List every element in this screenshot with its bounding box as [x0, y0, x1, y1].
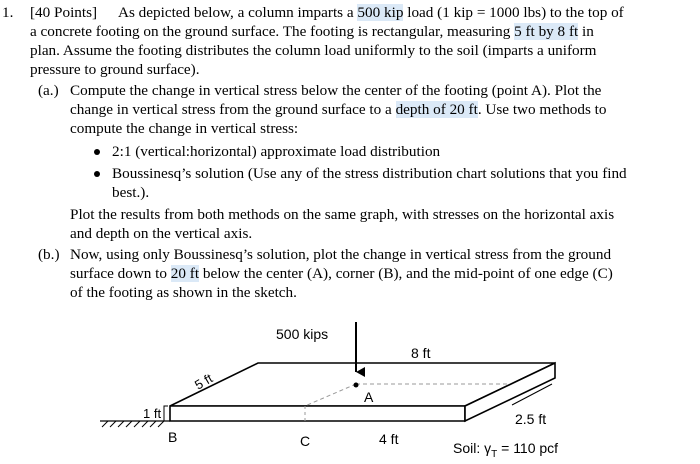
point-b-label: B: [168, 429, 178, 445]
intro-line-2: a concrete footing on the ground surface. The footing is rectangular, measuring 5 ft by 8 ft in: [30, 23, 594, 40]
intro-line-4: pressure to ground surface).: [30, 61, 200, 78]
part-b-line-3: of the footing as shown in the sketch.: [70, 284, 297, 301]
intro-line-3: plan. Assume the footing distributes the column load uniformly to the soil (imparts a uniform: [30, 42, 597, 59]
part-a-closing-2: and depth on the vertical axis.: [70, 225, 253, 242]
part-b-line-1: Now, using only Boussinesq’s solution, plot the change in vertical stress from the ground: [70, 246, 612, 263]
part-a-line-1: Compute the change in vertical stress below the center of the footing (point A). Plot the: [70, 82, 602, 99]
dim-1ft-label: 1 ft: [143, 406, 162, 421]
intro-line-1: As depicted below, a column imparts a 500 kip load (1 kip = 1000 lbs) to the top of: [118, 4, 624, 21]
point-a-label: A: [364, 389, 374, 405]
bullet-2-text-line-1: Boussinesq’s solution (Use any of the stress distribution chart solutions that you find: [112, 165, 627, 182]
point-a-marker: [354, 383, 359, 388]
problem-points: [40 Points]: [30, 4, 98, 21]
bullet-2-text-line-2: best.).: [112, 184, 150, 201]
point-c-label: C: [300, 433, 311, 449]
bullet-1-text: 2:1 (vertical:horizontal) approximate load distribution: [112, 143, 441, 160]
ground-hatching: [102, 421, 164, 427]
dim-1ft-bracket: [164, 406, 168, 421]
load-label: 500 kips: [276, 326, 329, 342]
part-b-line-2: surface down to 20 ft below the center (A), corner (B), and the mid-point of one edge (C): [70, 265, 613, 282]
dim-5ft-label: 5 ft: [192, 370, 216, 393]
part-a-line-2: change in vertical stress from the ground surface to a depth of 20 ft. Use two methods to: [70, 101, 607, 118]
part-a-label: (a.): [38, 82, 59, 99]
part-a-closing-1: Plot the results from both methods on the same graph, with stresses on the horizontal axis: [70, 206, 615, 223]
soil-unit-weight-label: Soil: $\gamma_T = 110$ pcf: [453, 440, 559, 460]
dim-2-5ft-label: 2.5 ft: [515, 411, 547, 427]
problem-number: 1.: [2, 4, 14, 21]
dim-4ft-label: 4 ft: [379, 431, 399, 447]
dim-8ft-label: 8 ft: [411, 345, 431, 361]
part-b-label: (b.): [38, 246, 60, 263]
part-a-line-3: compute the change in vertical stress:: [70, 120, 299, 137]
footing-front-face: [170, 406, 465, 421]
